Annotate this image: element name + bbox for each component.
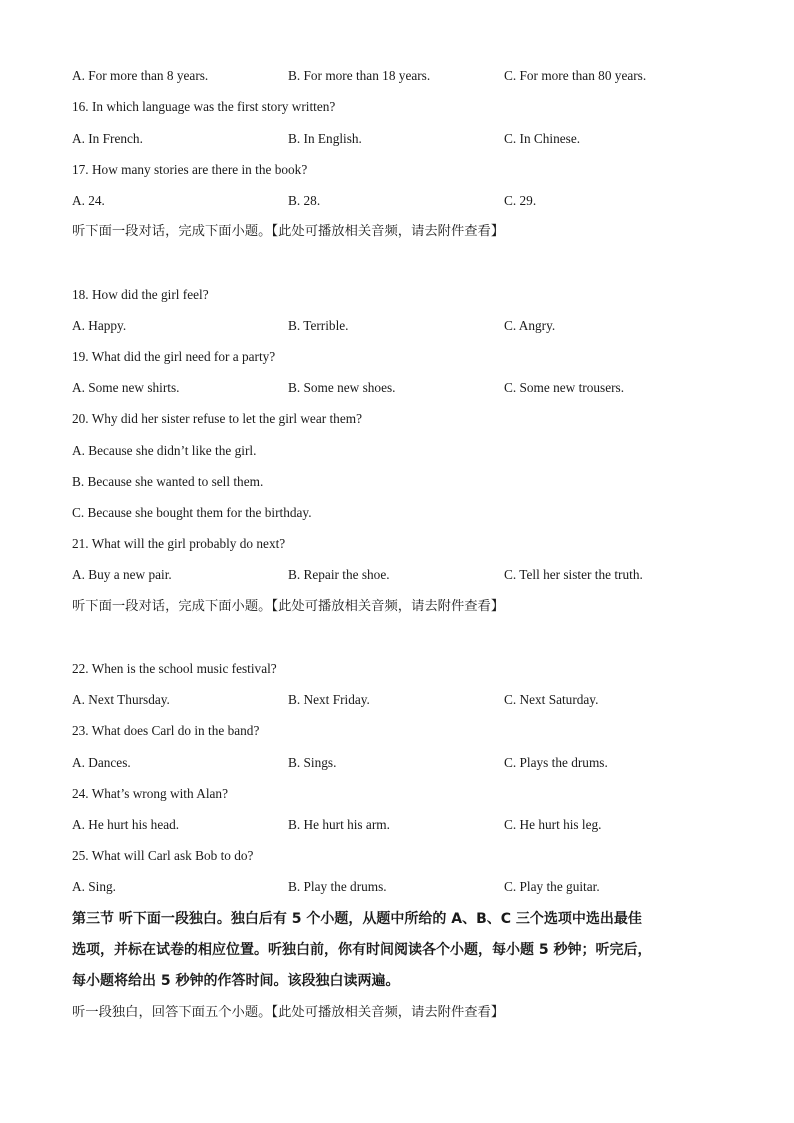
q25-question: 25. What will Carl ask Bob to do? — [72, 848, 254, 863]
q18-option-a[interactable]: A. Happy. — [72, 318, 127, 333]
q18-question: 18. How did the girl feel? — [72, 287, 209, 302]
q22-option-c[interactable]: C. Next Saturday. — [504, 692, 599, 707]
section3-line-1: 第三节 听下面一段独白。独白后有 5 个小题，从题中所给的 A、B、C 三个选项中选出最佳 — [72, 911, 642, 927]
q22-option-a[interactable]: A. Next Thursday. — [72, 692, 170, 707]
q24-option-a[interactable]: A. He hurt his head. — [72, 817, 180, 832]
q16-question: 16. In which language was the first story written? — [72, 99, 336, 114]
q18-option-c[interactable]: C. Angry. — [504, 318, 556, 333]
q21-option-b[interactable]: B. Repair the shoe. — [288, 567, 390, 582]
q21-question: 21. What will the girl probably do next? — [72, 536, 286, 551]
q20-question: 20. Why did her sister refuse to let the girl wear them? — [72, 411, 362, 426]
q22-question: 22. When is the school music festival? — [72, 661, 277, 676]
q21-option-c[interactable]: C. Tell her sister the truth. — [504, 567, 643, 582]
q17-option-a[interactable]: A. 24. — [72, 193, 105, 208]
q19-option-a[interactable]: A. Some new shirts. — [72, 380, 180, 395]
q24-option-c[interactable]: C. He hurt his leg. — [504, 817, 602, 832]
instruction-monologue: 听一段独白，回答下面五个小题。【此处可播放相关音频，请去附件查看】 — [72, 1005, 505, 1020]
q15-option-b[interactable]: B. For more than 18 years. — [288, 68, 431, 83]
q20-option-c[interactable]: C. Because she bought them for the birthday. — [72, 505, 312, 520]
q17-option-b[interactable]: B. 28. — [288, 193, 321, 208]
q22-option-b[interactable]: B. Next Friday. — [288, 692, 370, 707]
q19-question: 19. What did the girl need for a party? — [72, 349, 276, 364]
q16-option-a[interactable]: A. In French. — [72, 131, 143, 146]
instruction-dialogue-1: 听下面一段对话，完成下面小题。【此处可播放相关音频，请去附件查看】 — [72, 224, 505, 239]
q19-option-c[interactable]: C. Some new trousers. — [504, 380, 625, 395]
q23-option-a[interactable]: A. Dances. — [72, 755, 131, 770]
q15-option-a[interactable]: A. For more than 8 years. — [72, 68, 209, 83]
q23-question: 23. What does Carl do in the band? — [72, 723, 260, 738]
q19-option-b[interactable]: B. Some new shoes. — [288, 380, 396, 395]
q23-option-b[interactable]: B. Sings. — [288, 755, 337, 770]
q20-option-a[interactable]: A. Because she didn’t like the girl. — [72, 443, 257, 458]
section3-line-2: 选项，并标在试卷的相应位置。听独白前，你有时间阅读各个小题，每小题 5 秒钟；听完后， — [72, 942, 652, 958]
q21-option-a[interactable]: A. Buy a new pair. — [72, 567, 172, 582]
q16-option-c[interactable]: C. In Chinese. — [504, 131, 581, 146]
section3-line-3: 每小题将给出 5 秒钟的作答时间。该段独白读两遍。 — [72, 973, 400, 989]
q17-option-c[interactable]: C. 29. — [504, 193, 537, 208]
q20-option-b[interactable]: B. Because she wanted to sell them. — [72, 474, 264, 489]
q25-option-b[interactable]: B. Play the drums. — [288, 879, 387, 894]
q18-option-b[interactable]: B. Terrible. — [288, 318, 349, 333]
q15-option-c[interactable]: C. For more than 80 years. — [504, 68, 647, 83]
instruction-dialogue-2: 听下面一段对话，完成下面小题。【此处可播放相关音频，请去附件查看】 — [72, 599, 505, 614]
q16-option-b[interactable]: B. In English. — [288, 131, 362, 146]
q24-option-b[interactable]: B. He hurt his arm. — [288, 817, 390, 832]
q25-option-c[interactable]: C. Play the guitar. — [504, 879, 600, 894]
q23-option-c[interactable]: C. Plays the drums. — [504, 755, 608, 770]
q17-question: 17. How many stories are there in the book? — [72, 162, 308, 177]
q25-option-a[interactable]: A. Sing. — [72, 879, 116, 894]
q24-question: 24. What’s wrong with Alan? — [72, 786, 228, 801]
